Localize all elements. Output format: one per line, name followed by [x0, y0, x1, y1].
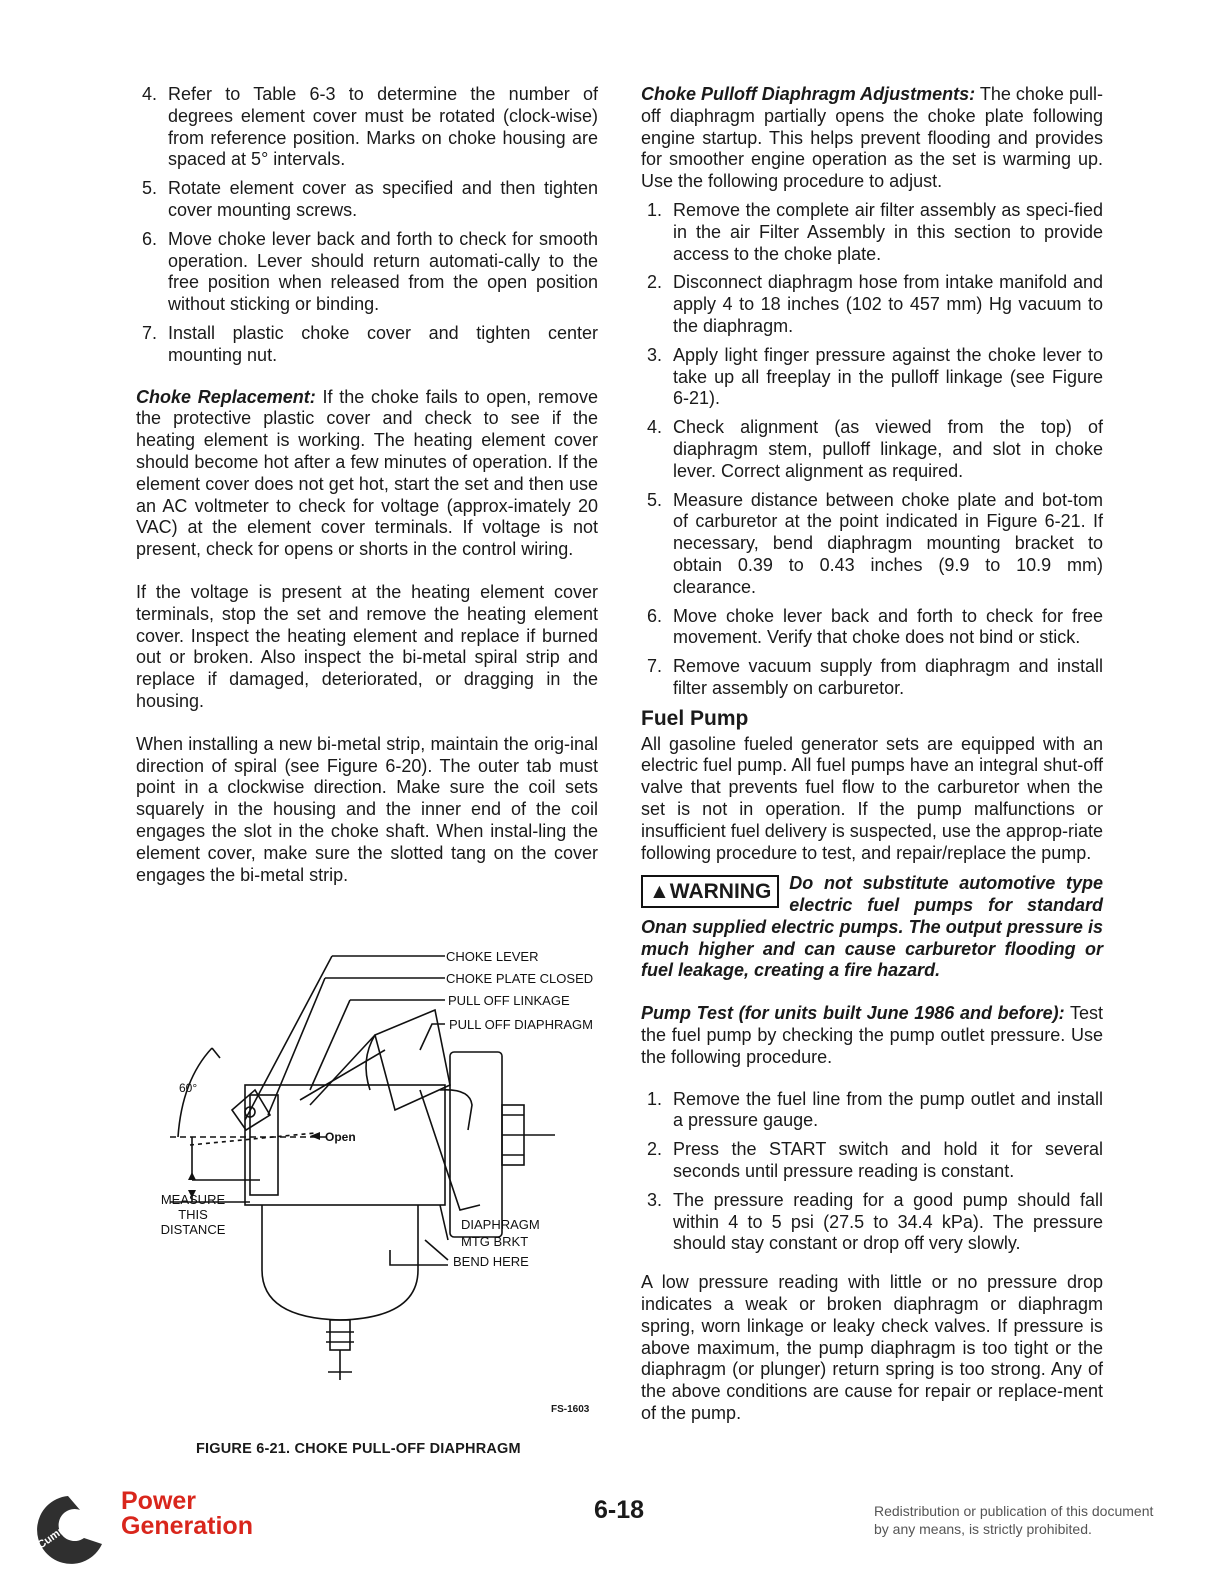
- leader-line: [310, 1000, 350, 1090]
- choke-replacement-paragraph: Choke Replacement: If the choke fails to open, remove the protective plastic cover and check to see if the heating element is working. The heating element cover should become hot after a few minutes of operation. If the element cover does not get hot, start the set and then use an AC voltmeter to check for voltage (approx-imately 20 VAC) at the element cover terminals. If voltage is not present, check for opens or shorts in the control wiring.: [136, 386, 598, 560]
- pump-test-paragraph: Pump Test (for units built June 1986 and before): Test the fuel pump by checking the pump outlet pressure. Use the following procedure.: [641, 1003, 1104, 1067]
- label-diaphragm-mtg-brkt: DIAPHRAGM MTG BRKT: [461, 1217, 540, 1249]
- list-item: 2. Press the START switch and hold it for several seconds until pressure reading is constant.: [647, 1139, 1103, 1182]
- list-item: 5. Rotate element cover as specified and then tighten cover mounting screws.: [142, 178, 598, 220]
- carburetor-body: [245, 1085, 445, 1205]
- list-item: 4. Refer to Table 6-3 to determine the number of degrees element cover must be rotated (clock-wise) from reference position. Marks on choke housing are spaced at 5° intervals.: [142, 84, 598, 170]
- label-choke-lever: CHOKE LEVER: [446, 949, 539, 964]
- page-number: 6-18: [594, 1496, 645, 1524]
- label-angle: 60°: [179, 1081, 198, 1095]
- pulloff-steps: [641, 200, 1103, 700]
- label-measure: MEASURE THIS DISTANCE: [160, 1192, 226, 1237]
- warning-triangle-icon: ▲: [649, 880, 670, 904]
- brand-wordmark: Power Generation: [121, 1487, 253, 1540]
- label-open: Open: [325, 1130, 356, 1144]
- figure-caption: FIGURE 6-21. CHOKE PULL-OFF DIAPHRAGM: [196, 1441, 521, 1457]
- choke-adjust-steps: [136, 84, 598, 367]
- list-item: 7. Remove vacuum supply from diaphragm and install filter assembly on carburetor.: [647, 656, 1103, 698]
- cummins-logo-icon: [28, 1492, 108, 1564]
- choke-pulloff-figure: [150, 940, 610, 1420]
- list-item: 5. Measure distance between choke plate and bot-tom of carburetor at the point indicated in Figure 6-21. If necessary, bend diaphragm mounting bracket to obtain 0.39 to 0.43 inches (9.9 to 10.9 mm) clearance.: [647, 489, 1103, 597]
- list-item: 6. Move choke lever back and forth to check for free movement. Verify that choke does not bind or stick.: [647, 605, 1103, 648]
- fuel-pump-paragraph: All gasoline fueled generator sets are equipped with an electric fuel pump. All fuel pumps have an integral shut-off valve that prevents fuel flow to the carburetor when the set is not in operation. If the pump malfunctions or insufficient fuel delivery is suspected, use the approp-riate following procedure to test, and repair/replace the pump.: [641, 733, 1103, 863]
- low-pressure-paragraph: A low pressure reading with little or no pressure drop indicates a weak or broken diaphragm or diaphragm spring, worn linkage or leaky check valves. If pressure is above maximum, the pump diaphragm is too tight or the diaphragm (or plunger) return spring is too strong. Any of the above conditions are cause for repair or replace-ment of the pump.: [641, 1272, 1103, 1424]
- label-bend-here: BEND HERE: [453, 1254, 529, 1269]
- list-item: 2. Disconnect diaphragm hose from intake manifold and apply 4 to 18 inches (102 to 457 mm) Hg vacuum to the diaphragm.: [647, 272, 1103, 336]
- warning-badge: ▲WARNING: [641, 875, 779, 908]
- label-pull-off-linkage: PULL OFF LINKAGE: [448, 993, 570, 1008]
- warning-text: Do not substitute automotive type electric fuel pumps for standard Onan supplied electric pumps. The output pressure is much higher and can cause carburetor flooding or fuel leakage, creating a fire hazard.: [641, 873, 1103, 981]
- float-bowl: [262, 1205, 418, 1320]
- list-item: 1. Remove the fuel line from the pump outlet and install a pressure gauge.: [647, 1088, 1103, 1131]
- mounting-flange: [450, 1052, 502, 1237]
- pump-test-steps: [641, 1089, 1103, 1256]
- figure-id: FS-1603: [551, 1404, 590, 1415]
- svg-text:Cummins: Cummins: [35, 1512, 84, 1552]
- leader-line: [420, 1024, 445, 1050]
- warning-block: [641, 873, 1103, 982]
- list-item: 6. Move choke lever back and forth to check for smooth operation. Lever should return automati-cally to the free position when released from the open position without sticking or binding.: [142, 228, 598, 315]
- label-choke-plate-closed: CHOKE PLATE CLOSED: [446, 971, 594, 986]
- list-item: 7. Install plastic choke cover and tighten center mounting nut.: [142, 322, 598, 365]
- redistribution-notice: Redistribution or publication of this document by any means, is strictly prohibited.: [874, 1503, 1154, 1537]
- right-column: [641, 84, 1103, 1425]
- list-item: 1. Remove the complete air filter assembly as speci-fied in the air Filter Assembly in this section to provide access to the choke plate.: [647, 199, 1103, 264]
- label-pull-off-diaphragm: PULL OFF DIAPHRAGM: [449, 1017, 593, 1032]
- bimetal-paragraph: When installing a new bi-metal strip, maintain the orig-inal direction of spiral (see Figure 6-20). The outer tab must point in a clockwise direction. Make sure the coil sets squarely in the housing and the inner end of the coil engages the slot in the choke shaft. When instal-ling the element cover, make sure the slotted tang on the cover engages the bi-metal strip.: [136, 733, 598, 885]
- left-column: [136, 84, 598, 886]
- fuel-pump-heading: Fuel Pump: [641, 706, 749, 730]
- list-item: 3. The pressure reading for a good pump should fall within 4 to 5 psi (27.5 to 34.4 kPa). The pressure should stay constant or drop off very slowly.: [647, 1189, 1103, 1254]
- list-item: 3. Apply light finger pressure against the choke lever to take up all freeplay in the pulloff linkage (see Figure 6-21).: [647, 344, 1103, 409]
- pulloff-diaphragm: [375, 1010, 450, 1110]
- list-item: 4. Check alignment (as viewed from the top) of diaphragm stem, pulloff linkage, and slot in choke lever. Correct alignment as required.: [647, 417, 1103, 481]
- voltage-paragraph: If the voltage is present at the heating element cover terminals, stop the set and remove the heating element cover. Inspect the heating element and replace if burned out or broken. Also inspect the bi-metal spiral strip and replace if damaged, deteriorated, or dragging in the housing.: [136, 581, 598, 711]
- pulloff-paragraph: Choke Pulloff Diaphragm Adjustments: The choke pull-off diaphragm partially opens the choke plate following engine startup. This helps prevent flooding and provides for smoother engine operation as the set is warming up. Use the following procedure to adjust.: [641, 84, 1103, 192]
- bowl-drain: [330, 1320, 350, 1350]
